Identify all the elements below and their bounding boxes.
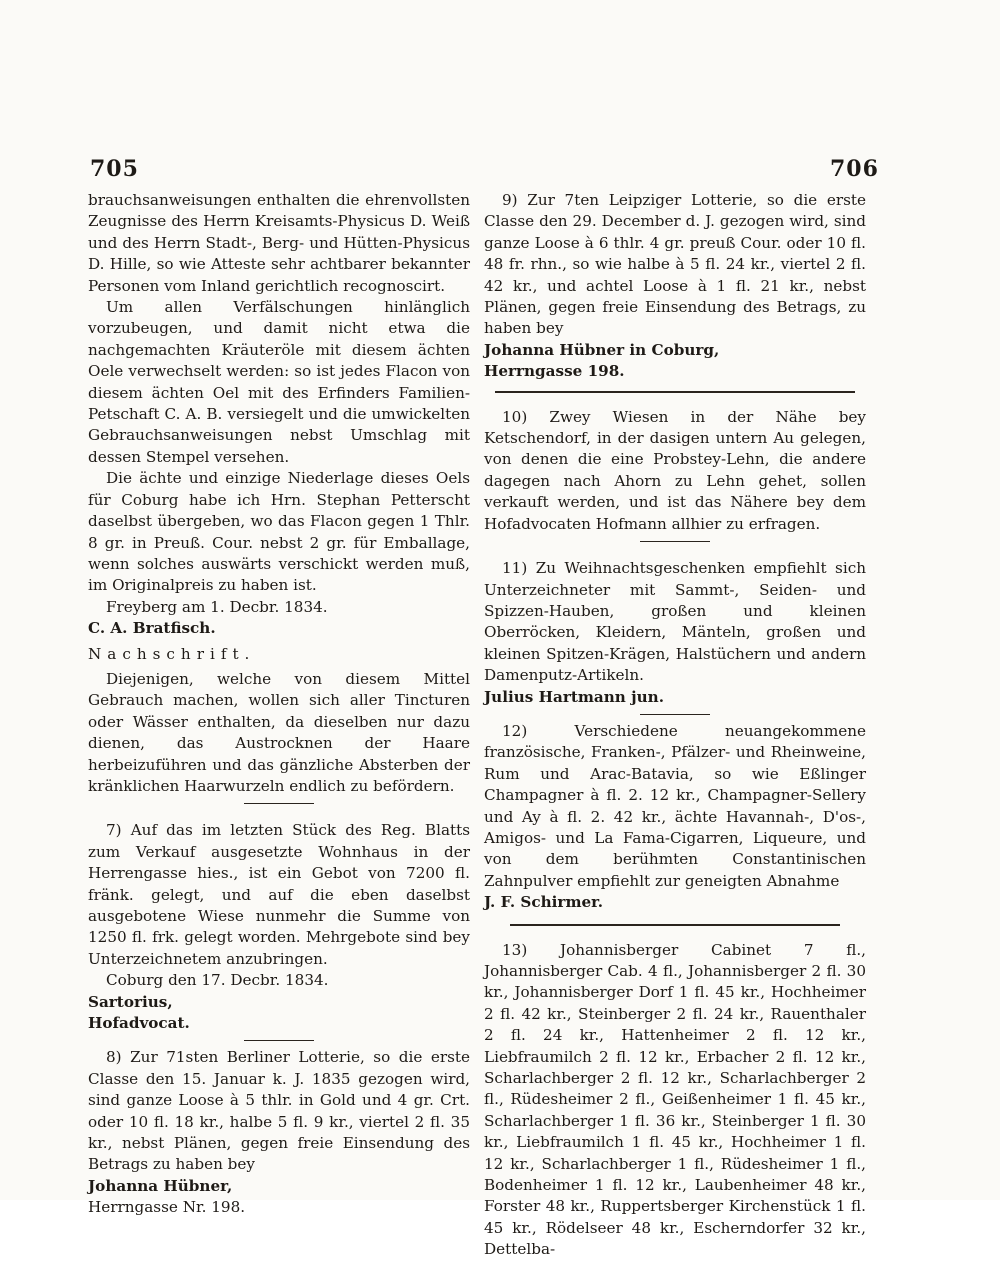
notice-10-meadows: 10) Zwey Wiesen in der Nähe bey Ketschendorf, in der dasigen untern Au gelegen, von denen die eine Probstey-Lehn, die andere dagegen nach Ahorn zu Lehn gehet, sollen verkauft werden, und ist das Nähere bey dem Hofadvocaten Hofmann allhier zu erfragen. bbox=[484, 407, 866, 533]
signature-bratfisch: C. A. Bratfisch. bbox=[88, 619, 216, 638]
notice-8-berlin-lottery: 8) Zur 71sten Berliner Lotterie, so die erste Classe den 15. Januar k. J. 1835 gezogen wird, sind ganze Loose à 5 thlr. in Gold und 4 gr. Crt. oder 10 fl. 18 kr., halbe 5 fl. 9 kr., viertel 2 fl. 35 kr., nebst Plänen, gegen freie Einsendung des Betrags zu haben bey bbox=[88, 1048, 470, 1174]
signature-schirmer: J. F. Schirmer. bbox=[484, 893, 604, 912]
signature-huebner-coburg: Johanna Hübner in Coburg, bbox=[484, 340, 720, 359]
signature-huebner: Johanna Hübner, bbox=[88, 1176, 233, 1195]
separator-rule bbox=[495, 391, 855, 393]
right-column bbox=[484, 190, 866, 1261]
separator-rule bbox=[640, 541, 710, 542]
notice-9-leipzig-lottery: 9) Zur 7ten Leipziger Lotterie, so die erste Classe den 29. December d. J. gezogen wird, sind ganze Loose à 6 thlr. 4 gr. preuß Cour. oder 10 fl. 48 fr. rhn., so wie halbe à 5 fl. 24 kr., viertel 2 fl. 42 kr., und achtel Loose à 1 fl. 21 kr., nebst Plänen, gegen freie Einsendung des Betrags, zu haben bey bbox=[484, 191, 866, 338]
paragraph-counterfeit-warning: Um allen Verfälschungen hinlänglich vorzubeugen, und damit nicht etwa die nachgemachten Kräuteröle mit diesem ächten Oele verwechselt werden: so ist jedes Flacon von diesem ächten Oel mit des Erfinders Familien-Petschaft C. A. B. versiegelt und die umwickelten Gebrauchsanweisungen nebst Umschlag mit dessen Stempel versehen. bbox=[88, 298, 470, 466]
paragraph-depot: Die ächte und einzige Niederlage dieses Oels für Coburg habe ich Hrn. Stephan Petterscht daselbst übergeben, wo das Flacon gegen 1 Thlr. 8 gr. in Preuß. Cour. nebst 2 gr. für Emballage, wenn solches auswärts verschickt werden muß, im Originalpreis zu haben ist. bbox=[88, 469, 470, 595]
paragraph-testimonials: brauchsanweisungen enthalten die ehrenvollsten Zeugnisse des Herrn Kreisamts-Physicus D. Weiß und des Herrn Stadt-, Berg- und Hütten-Physicus D. Hille, so wie Atteste sehr achtbarer bekannter Personen vom Inland gerichtlich recognoscirt. bbox=[88, 191, 470, 295]
separator-rule bbox=[640, 714, 710, 715]
separator-rule bbox=[244, 803, 314, 804]
signature-title-hofadvocat: Hofadvocat. bbox=[88, 1014, 190, 1033]
paragraph-postscript: Diejenigen, welche von diesem Mittel Gebrauch machen, wollen sich aller Tincturen oder Wässer enthalten, da dieselben nur dazu dienen, das Austrocknen der Haare herbeizuführen und das gänzliche Absterben der kränklichen Haarwurzeln endlich zu befördern. bbox=[88, 669, 470, 795]
notice-13-wine-list: 13) Johannisberger Cabinet 7 fl., Johannisberger Cab. 4 fl., Johannisberger 2 fl. 30 kr., Johannisberger Dorf 1 fl. 45 kr., Hochheimer 2 fl. 42 kr., Steinberger 2 fl. 24 kr., Rauenthaler 2 fl. 24 kr., Hattenheimer 2 fl. 12 kr., Liebfraumilch 2 fl. 12 kr., Erbacher 2 fl. 12 kr., Scharlachberger 2 fl. 12 kr., Scharlachberger 2 fl., Rüdesheimer 2 fl., Geißenheimer 1 fl. 45 kr., Scharlachberger 1 fl. 36 kr., Steinberger 1 fl. 30 kr., Liebfraumilch 1 fl. 45 kr., Hochheimer 1 fl. 12 kr., Scharlachberger 1 fl., Rüdesheimer 1 fl., Bodenheimer 1 fl. 12 kr., Laubenheimer 48 kr., Forster 48 kr., Ruppertsberger Kirchenstück 1 fl. 45 kr., Rödelseer 48 kr., Escherndorfer 32 kr., Dettelba- bbox=[484, 940, 866, 1259]
heading-nachschrift: Nachschrift. bbox=[88, 644, 256, 663]
notice-7-house-sale: 7) Auf das im letzten Stück des Reg. Blatts zum Verkauf ausgesetzte Wohnhaus in der Herrengasse hies., ist ein Gebot von 7200 fl. fränk. gelegt, und auf die eben daselbst ausgebotene Wiese nunmehr die Summe von 1250 fl. frk. gelegt worden. Mehrgebote sind bey Unterzeichnetem anzubringen. bbox=[88, 821, 470, 968]
notice-12-wines-cigars: 12) Verschiedene neuangekommene französische, Franken-, Pfälzer- und Rheinweine, Rum und Arac-Batavia, so wie Eßlinger Champagner à fl. 2. 12 kr., Champagner-Sellery und Ay à fl. 2. 42 kr., ächte Havannah-, D'os-, Amigos- und La Fama-Cigarren, Liqueure, und von dem berühmten Constantinischen Zahnpulver empfiehlt zur geneigten Abnahme bbox=[484, 721, 866, 890]
address-herrngasse: Herrngasse Nr. 198. bbox=[88, 1198, 246, 1217]
left-column bbox=[88, 190, 470, 1219]
page-number-left: 705 bbox=[90, 156, 139, 182]
notice-11-christmas-gifts: 11) Zu Weihnachtsgeschenken empfiehlt sich Unterzeichneter mit Sammt-, Seiden- und Spizzen-Hauben, großen und kleinen Oberröcken, Kleidern, Mänteln, großen und kleinen Spitzen-Krägen, Halstüchern und andern Damenputz-Artikeln. bbox=[484, 559, 866, 685]
dateline-freyberg: Freyberg am 1. Decbr. 1834. bbox=[106, 597, 328, 616]
signature-sartorius: Sartorius, bbox=[88, 992, 173, 1011]
page-number-right: 706 bbox=[830, 156, 879, 182]
dateline-coburg: Coburg den 17. Decbr. 1834. bbox=[106, 971, 329, 990]
signature-hartmann: Julius Hartmann jun. bbox=[484, 687, 665, 706]
separator-rule bbox=[510, 924, 840, 926]
address-herrngasse-198: Herrngasse 198. bbox=[484, 362, 625, 381]
separator-rule bbox=[244, 1040, 314, 1041]
